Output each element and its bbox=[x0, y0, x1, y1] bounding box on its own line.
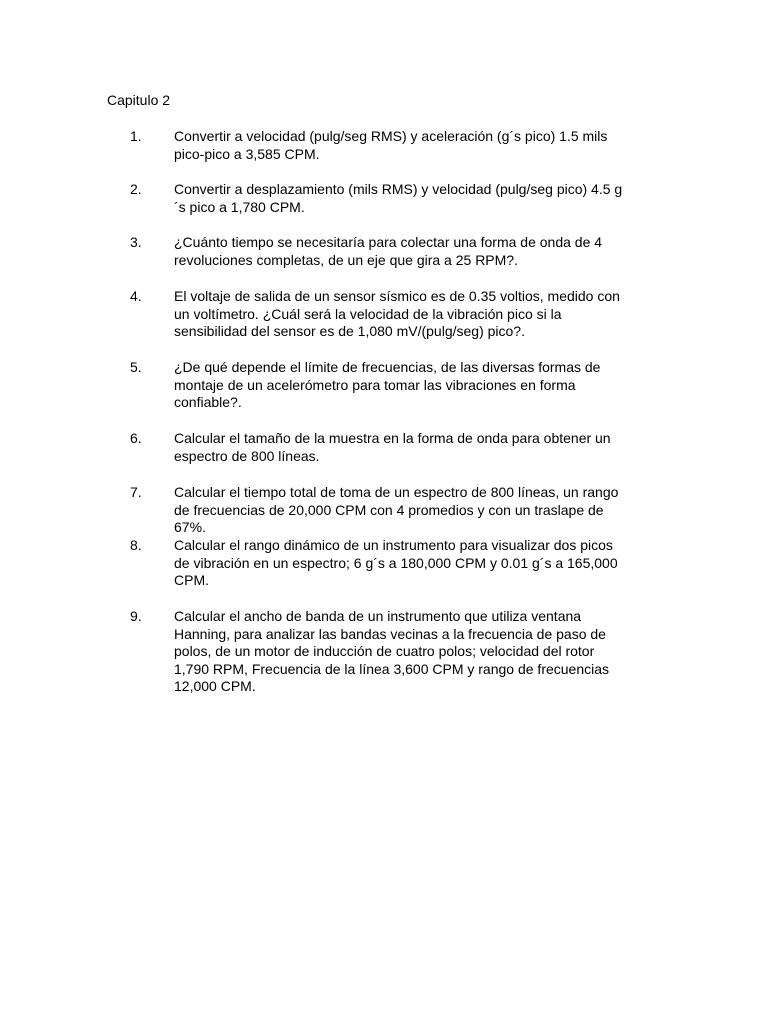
item-text: Calcular el tiempo total de toma de un espectro de 800 líneas, un rango de frecuencias de 20,000 CPM con 4 promedios y con un traslape de 67%. bbox=[174, 484, 619, 536]
chapter-title: Capitulo 2 bbox=[107, 92, 171, 108]
item-number: 2. bbox=[130, 181, 142, 197]
item-number: 6. bbox=[130, 430, 142, 446]
item-number: 4. bbox=[130, 288, 142, 304]
item-text: Convertir a desplazamiento (mils RMS) y velocidad (pulg/seg pico) 4.5 g ´s pico a 1,780 CPM. bbox=[174, 181, 623, 215]
item-number: 5. bbox=[130, 359, 142, 375]
item-number: 7. bbox=[130, 484, 142, 500]
item-text: Calcular el ancho de banda de un instrumento que utiliza ventana Hanning, para analizar las bandas vecinas a la frecuencia de paso de polos, de un motor de inducción de cuatro polos; velocidad del rotor 1,790 RPM, Frecuencia de la línea 3,600 CPM y rango de frecuencias 12,000 CPM. bbox=[174, 608, 610, 695]
item-number: 3. bbox=[130, 234, 142, 250]
item-number: 8. bbox=[130, 537, 142, 553]
item-number: 9. bbox=[130, 608, 142, 624]
item-text: El voltaje de salida de un sensor sísmico es de 0.35 voltios, medido con un voltímetro. ¿Cuál será la velocidad de la vibración pico si la sensibilidad del sensor es de 1,080 mV/(pulg/seg) pico?. bbox=[174, 288, 620, 340]
item-text: Calcular el rango dinámico de un instrumento para visualizar dos picos de vibración en un espectro; 6 g´s a 180,000 CPM y 0.01 g´s a 165,000 CPM. bbox=[174, 537, 618, 589]
item-text: Calcular el tamaño de la muestra en la forma de onda para obtener un espectro de 800 líneas. bbox=[174, 430, 611, 464]
item-text: ¿Cuánto tiempo se necesitaría para colectar una forma de onda de 4 revoluciones completas, de un eje que gira a 25 RPM?. bbox=[174, 234, 603, 268]
item-number: 1. bbox=[130, 128, 142, 144]
item-text: ¿De qué depende el límite de frecuencias, de las diversas formas de montaje de un acelerómetro para tomar las vibraciones en forma confiable?. bbox=[174, 359, 601, 411]
item-text: Convertir a velocidad (pulg/seg RMS) y aceleración (g´s pico) 1.5 mils pico-pico a 3,585 CPM. bbox=[174, 128, 608, 162]
